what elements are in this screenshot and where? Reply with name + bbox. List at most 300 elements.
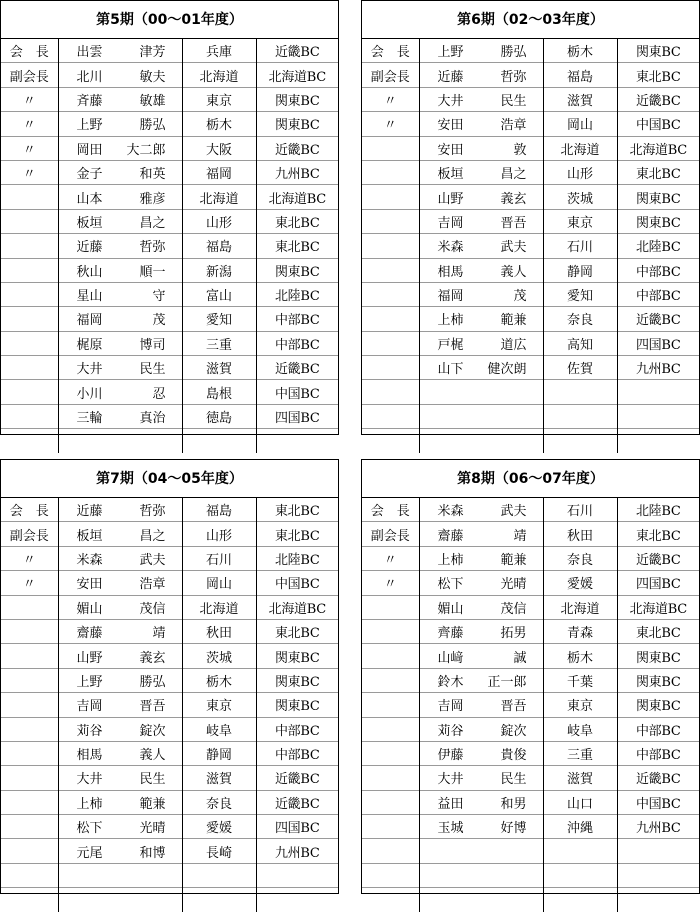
prefecture-cell <box>182 888 256 912</box>
term-title: 第7期（04～05年度） <box>1 460 338 498</box>
prefecture-cell: 三重 <box>543 741 617 765</box>
given-name: 和男 <box>500 796 527 812</box>
block-cell: 北陸BC <box>617 498 699 522</box>
prefecture-cell: 栃木 <box>543 644 617 668</box>
name-cell <box>419 160 543 184</box>
prefecture-cell: 北海道 <box>543 595 617 619</box>
table-row <box>362 404 699 428</box>
family-name: 板垣 <box>76 215 103 231</box>
family-name: 三輪 <box>76 411 103 427</box>
name-cell <box>58 888 182 912</box>
family-name: 松下 <box>437 577 464 593</box>
family-name: 相馬 <box>437 264 464 280</box>
name-cell <box>419 619 543 643</box>
family-name: 上野 <box>76 118 103 134</box>
prefecture-cell: 三重 <box>182 331 256 355</box>
block-cell: 近畿BC <box>617 87 699 111</box>
block-cell <box>617 863 699 887</box>
block-cell: 近畿BC <box>256 790 338 814</box>
role-cell: 副会長 <box>362 63 419 87</box>
role-cell <box>362 741 419 765</box>
role-cell: 〃 <box>362 87 419 111</box>
block-cell <box>617 429 699 453</box>
prefecture-cell: 長崎 <box>182 839 256 863</box>
table-row <box>362 668 699 692</box>
name-cell <box>419 815 543 839</box>
name-cell <box>419 863 543 887</box>
given-name: 勝弘 <box>500 45 527 61</box>
table-row <box>1 815 338 839</box>
block-cell: 中部BC <box>617 282 699 306</box>
family-name: 岡田 <box>76 142 103 158</box>
given-name: 義玄 <box>139 650 166 666</box>
family-name: 玉城 <box>437 821 464 837</box>
block-cell: 近畿BC <box>617 546 699 570</box>
prefecture-cell: 北海道 <box>182 63 256 87</box>
table-row <box>362 546 699 570</box>
given-name: 光晴 <box>139 821 166 837</box>
name-cell <box>58 331 182 355</box>
block-cell: 関東BC <box>256 693 338 717</box>
given-name: 忍 <box>152 386 166 402</box>
prefecture-cell: 岐阜 <box>543 717 617 741</box>
table-row <box>362 815 699 839</box>
block-cell: 中部BC <box>617 717 699 741</box>
role-cell: 副会長 <box>1 63 58 87</box>
role-cell <box>1 619 58 643</box>
prefecture-cell: 奈良 <box>182 790 256 814</box>
family-name: 米森 <box>437 240 464 256</box>
name-cell <box>419 741 543 765</box>
name-cell <box>58 693 182 717</box>
block-cell <box>256 429 338 453</box>
table-row <box>362 644 699 668</box>
name-cell <box>58 546 182 570</box>
name-cell <box>58 571 182 595</box>
given-name: 敏夫 <box>139 69 166 85</box>
role-cell: 〃 <box>362 546 419 570</box>
given-name: 義人 <box>500 264 527 280</box>
prefecture-cell: 茨城 <box>543 185 617 209</box>
term-title: 第8期（06～07年度） <box>362 460 699 498</box>
name-cell <box>58 185 182 209</box>
prefecture-cell: 栃木 <box>182 112 256 136</box>
prefecture-cell: 新潟 <box>182 258 256 282</box>
term-6-panel <box>361 0 700 435</box>
name-cell <box>419 595 543 619</box>
name-cell <box>58 522 182 546</box>
role-cell <box>362 595 419 619</box>
role-cell <box>1 790 58 814</box>
family-name: 鈴木 <box>437 674 464 690</box>
block-cell: 中国BC <box>256 380 338 404</box>
table-row <box>362 790 699 814</box>
given-name: 昌之 <box>139 528 166 544</box>
table-row <box>362 766 699 790</box>
family-name: 齋藤 <box>437 528 464 544</box>
prefecture-cell: 愛知 <box>543 282 617 306</box>
block-cell: 関東BC <box>256 112 338 136</box>
role-cell <box>362 185 419 209</box>
prefecture-cell: 千葉 <box>543 668 617 692</box>
name-cell <box>58 429 182 453</box>
table-row <box>362 234 699 258</box>
given-name: 浩章 <box>500 118 527 134</box>
table-row <box>362 63 699 87</box>
role-cell <box>1 741 58 765</box>
table-row <box>362 282 699 306</box>
role-cell <box>362 429 419 453</box>
term-title: 第6期（02～03年度） <box>362 1 699 39</box>
role-cell: 〃 <box>1 546 58 570</box>
role-cell <box>1 815 58 839</box>
family-name: 板垣 <box>76 528 103 544</box>
table-row <box>1 112 338 136</box>
role-cell <box>362 717 419 741</box>
role-cell <box>362 307 419 331</box>
table-row <box>362 87 699 111</box>
name-cell <box>58 112 182 136</box>
name-cell <box>58 282 182 306</box>
given-name: 敦 <box>513 142 527 158</box>
table-row <box>1 571 338 595</box>
prefecture-cell: 石川 <box>543 498 617 522</box>
given-name: 哲弥 <box>500 69 527 85</box>
given-name: 浩章 <box>139 577 166 593</box>
family-name: 大井 <box>437 772 464 788</box>
block-cell: 中部BC <box>617 741 699 765</box>
given-name: 好博 <box>500 821 527 837</box>
block-cell: 九州BC <box>617 356 699 380</box>
role-cell <box>362 644 419 668</box>
prefecture-cell <box>182 429 256 453</box>
given-name: 勝弘 <box>139 674 166 690</box>
table-row <box>1 644 338 668</box>
prefecture-cell: 福島 <box>182 498 256 522</box>
given-name: 民生 <box>139 362 166 378</box>
family-name: 媚山 <box>437 601 464 617</box>
prefecture-cell: 秋田 <box>182 619 256 643</box>
name-cell <box>58 136 182 160</box>
family-name: 吉岡 <box>437 699 464 715</box>
family-name: 山本 <box>76 191 103 207</box>
given-name: 茂 <box>513 289 527 305</box>
role-cell <box>362 668 419 692</box>
role-cell: 会 長 <box>9 45 49 61</box>
name-cell <box>419 522 543 546</box>
given-name: 民生 <box>139 772 166 788</box>
name-cell <box>419 693 543 717</box>
role-cell <box>1 234 58 258</box>
given-name: 拓男 <box>500 626 527 642</box>
block-cell <box>617 404 699 428</box>
role-cell <box>1 356 58 380</box>
role-cell <box>1 595 58 619</box>
name-cell <box>419 766 543 790</box>
role-cell <box>362 331 419 355</box>
block-cell <box>617 839 699 863</box>
name-cell <box>58 39 182 63</box>
given-name: 昌之 <box>139 215 166 231</box>
prefecture-cell: 島根 <box>182 380 256 404</box>
role-cell <box>1 839 58 863</box>
name-cell <box>58 63 182 87</box>
block-cell: 東北BC <box>617 160 699 184</box>
given-name: 大二郎 <box>126 142 166 158</box>
given-name: 武夫 <box>139 552 166 568</box>
given-name: 靖 <box>513 528 527 544</box>
block-cell <box>617 888 699 912</box>
prefecture-cell: 栃木 <box>182 668 256 692</box>
prefecture-cell <box>543 404 617 428</box>
block-cell: 中部BC <box>256 741 338 765</box>
given-name: 晋吾 <box>139 699 166 715</box>
name-cell <box>58 595 182 619</box>
role-cell <box>362 380 419 404</box>
role-cell <box>1 693 58 717</box>
prefecture-cell: 滋賀 <box>543 87 617 111</box>
block-cell: 東北BC <box>256 234 338 258</box>
prefecture-cell: 東京 <box>182 693 256 717</box>
name-cell <box>419 185 543 209</box>
block-cell: 中国BC <box>617 790 699 814</box>
block-cell <box>617 380 699 404</box>
family-name: 吉岡 <box>76 699 103 715</box>
name-cell <box>419 39 543 63</box>
table-row <box>1 790 338 814</box>
table-row <box>362 619 699 643</box>
prefecture-cell: 静岡 <box>182 741 256 765</box>
table-row <box>1 160 338 184</box>
name-cell <box>419 380 543 404</box>
given-name: 晋吾 <box>500 699 527 715</box>
given-name: 民生 <box>500 93 527 109</box>
family-name: 吉岡 <box>437 215 464 231</box>
table-row <box>1 404 338 428</box>
block-cell: 近畿BC <box>256 136 338 160</box>
table-row <box>1 546 338 570</box>
role-cell <box>1 209 58 233</box>
role-cell <box>1 766 58 790</box>
table-row <box>1 863 338 887</box>
given-name: 靖 <box>152 626 166 642</box>
block-cell: 関東BC <box>617 693 699 717</box>
role-cell <box>1 644 58 668</box>
name-cell <box>419 307 543 331</box>
given-name: 範兼 <box>139 796 166 812</box>
block-cell: 北海道BC <box>256 185 338 209</box>
family-name: 元尾 <box>76 845 103 861</box>
block-cell: 四国BC <box>617 571 699 595</box>
block-cell: 関東BC <box>617 185 699 209</box>
family-name: 秋山 <box>76 264 103 280</box>
block-cell: 関東BC <box>617 644 699 668</box>
table-row <box>362 136 699 160</box>
prefecture-cell: 山形 <box>182 209 256 233</box>
given-name: 真治 <box>139 411 166 427</box>
prefecture-cell: 東京 <box>182 87 256 111</box>
given-name: 誠 <box>513 650 527 666</box>
block-cell: 東北BC <box>617 63 699 87</box>
table-row <box>362 112 699 136</box>
family-name: 斉藤 <box>76 93 103 109</box>
table-row <box>1 693 338 717</box>
table-row <box>1 619 338 643</box>
block-cell: 中部BC <box>256 717 338 741</box>
table-row <box>1 888 338 912</box>
block-cell: 九州BC <box>617 815 699 839</box>
table-row <box>362 571 699 595</box>
block-cell: 四国BC <box>617 331 699 355</box>
name-cell <box>419 839 543 863</box>
role-cell <box>362 404 419 428</box>
table-row <box>1 839 338 863</box>
family-name: 安田 <box>437 118 464 134</box>
name-cell <box>419 790 543 814</box>
prefecture-cell: 沖縄 <box>543 815 617 839</box>
role-cell: 〃 <box>1 112 58 136</box>
given-name: 昌之 <box>500 167 527 183</box>
given-name: 茂 <box>152 313 166 329</box>
given-name: 義玄 <box>500 191 527 207</box>
block-cell: 中部BC <box>256 331 338 355</box>
role-cell <box>362 209 419 233</box>
member-table <box>362 39 699 453</box>
block-cell <box>256 888 338 912</box>
given-name: 哲弥 <box>139 240 166 256</box>
prefecture-cell: 大阪 <box>182 136 256 160</box>
name-cell <box>419 63 543 87</box>
given-name: 健次朗 <box>487 362 527 378</box>
role-cell: 会 長 <box>370 504 410 520</box>
prefecture-cell <box>543 888 617 912</box>
prefecture-cell <box>543 380 617 404</box>
family-name: 上柿 <box>76 796 103 812</box>
prefecture-cell: 栃木 <box>543 39 617 63</box>
family-name: 近藤 <box>76 240 103 256</box>
name-cell <box>58 258 182 282</box>
table-row <box>362 258 699 282</box>
block-cell: 近畿BC <box>256 766 338 790</box>
family-name: 松下 <box>76 821 103 837</box>
block-cell: 近畿BC <box>256 39 338 63</box>
family-name: 相馬 <box>76 748 103 764</box>
given-name: 錠次 <box>139 723 166 739</box>
family-name: 福岡 <box>76 313 103 329</box>
family-name: 安田 <box>76 577 103 593</box>
family-name: 益田 <box>437 796 464 812</box>
family-name: 大井 <box>76 772 103 788</box>
table-row <box>362 185 699 209</box>
role-cell <box>362 234 419 258</box>
name-cell <box>419 546 543 570</box>
role-cell <box>362 888 419 912</box>
table-row <box>1 668 338 692</box>
role-cell <box>1 668 58 692</box>
table-row <box>1 63 338 87</box>
block-cell: 近畿BC <box>617 307 699 331</box>
family-name: 上野 <box>437 45 464 61</box>
given-name: 義人 <box>139 748 166 764</box>
prefecture-cell: 富山 <box>182 282 256 306</box>
term-title: 第5期（00～01年度） <box>1 1 338 39</box>
table-row <box>1 258 338 282</box>
role-cell: 副会長 <box>362 522 419 546</box>
table-row <box>362 522 699 546</box>
table-row <box>362 331 699 355</box>
prefecture-cell: 兵庫 <box>182 39 256 63</box>
given-name: 和英 <box>139 167 166 183</box>
role-cell <box>1 888 58 912</box>
member-table <box>1 39 338 453</box>
given-name: 雅彦 <box>139 191 166 207</box>
table-row <box>362 356 699 380</box>
block-cell: 関東BC <box>617 39 699 63</box>
prefecture-cell: 愛知 <box>182 307 256 331</box>
name-cell <box>419 404 543 428</box>
family-name: 伊藤 <box>437 748 464 764</box>
given-name: 錠次 <box>500 723 527 739</box>
name-cell <box>58 863 182 887</box>
block-cell: 北海道BC <box>617 595 699 619</box>
role-cell <box>362 815 419 839</box>
role-cell: 〃 <box>362 112 419 136</box>
given-name: 敏雄 <box>139 93 166 109</box>
block-cell: 東北BC <box>256 209 338 233</box>
name-cell <box>419 234 543 258</box>
family-name: 梶原 <box>76 337 103 353</box>
block-cell: 東北BC <box>256 498 338 522</box>
block-cell: 北海道BC <box>256 595 338 619</box>
name-cell <box>58 160 182 184</box>
table-row <box>362 307 699 331</box>
term-8-panel <box>361 459 700 894</box>
table-row <box>362 888 699 912</box>
family-name: 上柿 <box>437 552 464 568</box>
name-cell <box>419 498 543 522</box>
table-row <box>362 839 699 863</box>
family-name: 苅谷 <box>437 723 464 739</box>
name-cell <box>58 380 182 404</box>
family-name: 山野 <box>76 650 103 666</box>
given-name: 晋吾 <box>500 215 527 231</box>
name-cell <box>419 258 543 282</box>
role-cell <box>1 331 58 355</box>
prefecture-cell: 高知 <box>543 331 617 355</box>
role-cell <box>362 619 419 643</box>
role-cell <box>1 404 58 428</box>
name-cell <box>419 668 543 692</box>
name-cell <box>419 112 543 136</box>
block-cell: 四国BC <box>256 815 338 839</box>
given-name: 津芳 <box>139 45 166 61</box>
given-name: 貴俊 <box>500 748 527 764</box>
name-cell <box>58 307 182 331</box>
block-cell: 東北BC <box>256 619 338 643</box>
prefecture-cell: 福島 <box>182 234 256 258</box>
name-cell <box>58 790 182 814</box>
table-row <box>1 741 338 765</box>
name-cell <box>419 644 543 668</box>
prefecture-cell: 青森 <box>543 619 617 643</box>
block-cell: 北海道BC <box>256 63 338 87</box>
family-name: 苅谷 <box>76 723 103 739</box>
table-row <box>1 185 338 209</box>
family-name: 齊藤 <box>437 626 464 642</box>
role-cell <box>362 258 419 282</box>
prefecture-cell: 滋賀 <box>182 766 256 790</box>
name-cell <box>58 209 182 233</box>
